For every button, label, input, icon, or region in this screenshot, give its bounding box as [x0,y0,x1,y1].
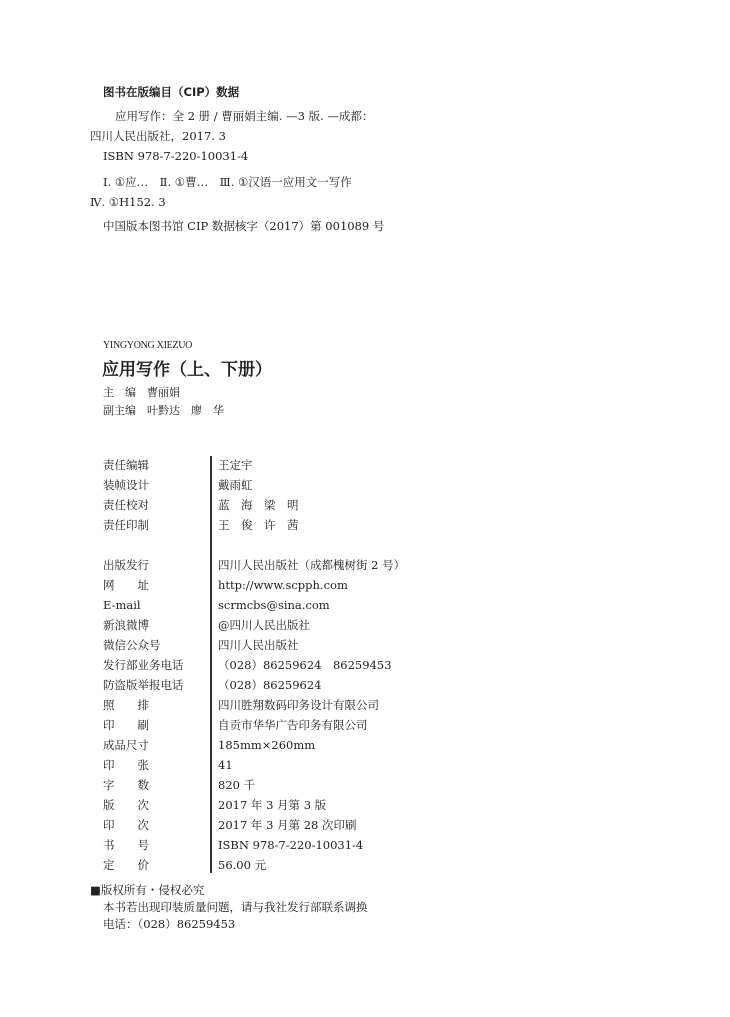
row-label: 网 址 [103,578,149,592]
book-pinyin: YINGYONG XIEZUO [103,340,193,351]
row-label: 责任编辑 [103,458,149,472]
row-label: 防盗版举报电话 [103,678,184,692]
row-label: 印 次 [103,818,149,832]
row-label: 责任校对 [103,498,149,512]
row-value: scrmcbs@sina.com [218,598,330,612]
row-value: 41 [218,758,233,772]
row-label: 定 价 [103,858,149,872]
cip-line-6: 中国版本图书馆 CIP 数据核字（2017）第 001089 号 [103,219,385,233]
row-value: http://www.scpph.com [218,578,348,592]
cip-line-5: Ⅳ. ①H152. 3 [90,195,166,209]
row-label: 微信公众号 [103,638,161,652]
row-label: 责任印制 [103,518,149,532]
row-label: 发行部业务电话 [103,658,184,672]
row-value: 王 俊 许 茜 [218,518,299,532]
row-value: 四川人民出版社（成都槐树街 2 号） [218,558,406,572]
row-label: 印 刷 [103,718,149,732]
row-value: ISBN 978-7-220-10031-4 [218,838,364,852]
row-label: 印 张 [103,758,149,772]
row-value: @四川人民出版社 [218,618,310,632]
row-value: 2017 年 3 月第 3 版 [218,798,327,812]
row-value: 185mm×260mm [218,738,316,752]
row-label: 成品尺寸 [103,738,149,752]
chief-editor: 主 编 曹丽娟 [103,386,180,399]
row-label: 字 数 [103,778,149,792]
cip-line-4: Ⅰ. ①应… Ⅱ. ①曹… Ⅲ. ①汉语一应用文一写作 [103,175,352,189]
row-value: 蓝 海 梁 明 [218,498,299,512]
cip-heading: 图书在版编目（CIP）数据 [103,85,240,99]
row-value: 王定宇 [218,458,253,472]
row-value: （028）86259624 86259453 [218,658,392,672]
row-value: 四川胜翔数码印务设计有限公司 [218,698,379,712]
row-label: 版 次 [103,798,149,812]
row-value: 2017 年 3 月第 28 次印刷 [218,818,357,832]
rights-notice: ■版权所有・侵权必究 [90,883,205,897]
row-label: 照 排 [103,698,149,712]
row-label: E-mail [103,598,141,612]
row-label: 新浪微博 [103,618,149,632]
row-label: 装帧设计 [103,478,149,492]
deputy-editors: 副主编 叶黔达 廖 华 [103,404,224,417]
phone-notice: 电话：（028）86259453 [103,917,236,931]
book-title: 应用写作（上、下册） [102,360,272,380]
row-label: 书 号 [103,838,149,852]
cip-line-2: 四川人民出版社，2017. 3 [90,129,226,143]
row-value: 56.00 元 [218,858,267,872]
row-value: 戴雨虹 [218,478,253,492]
row-value: 820 千 [218,778,256,792]
cip-line-3: ISBN 978-7-220-10031-4 [103,149,249,163]
table-divider [210,456,212,873]
row-label: 出版发行 [103,558,149,572]
row-value: （028）86259624 [218,678,322,692]
cip-line-1: 应用写作：全 2 册 / 曹丽娟主编. —3 版. —成都： [115,109,374,123]
row-value: 四川人民出版社 [218,638,299,652]
row-value: 自贡市华华广告印务有限公司 [218,718,368,732]
quality-notice: 本书若出现印装质量问题，请与我社发行部联系调换 [103,900,368,914]
